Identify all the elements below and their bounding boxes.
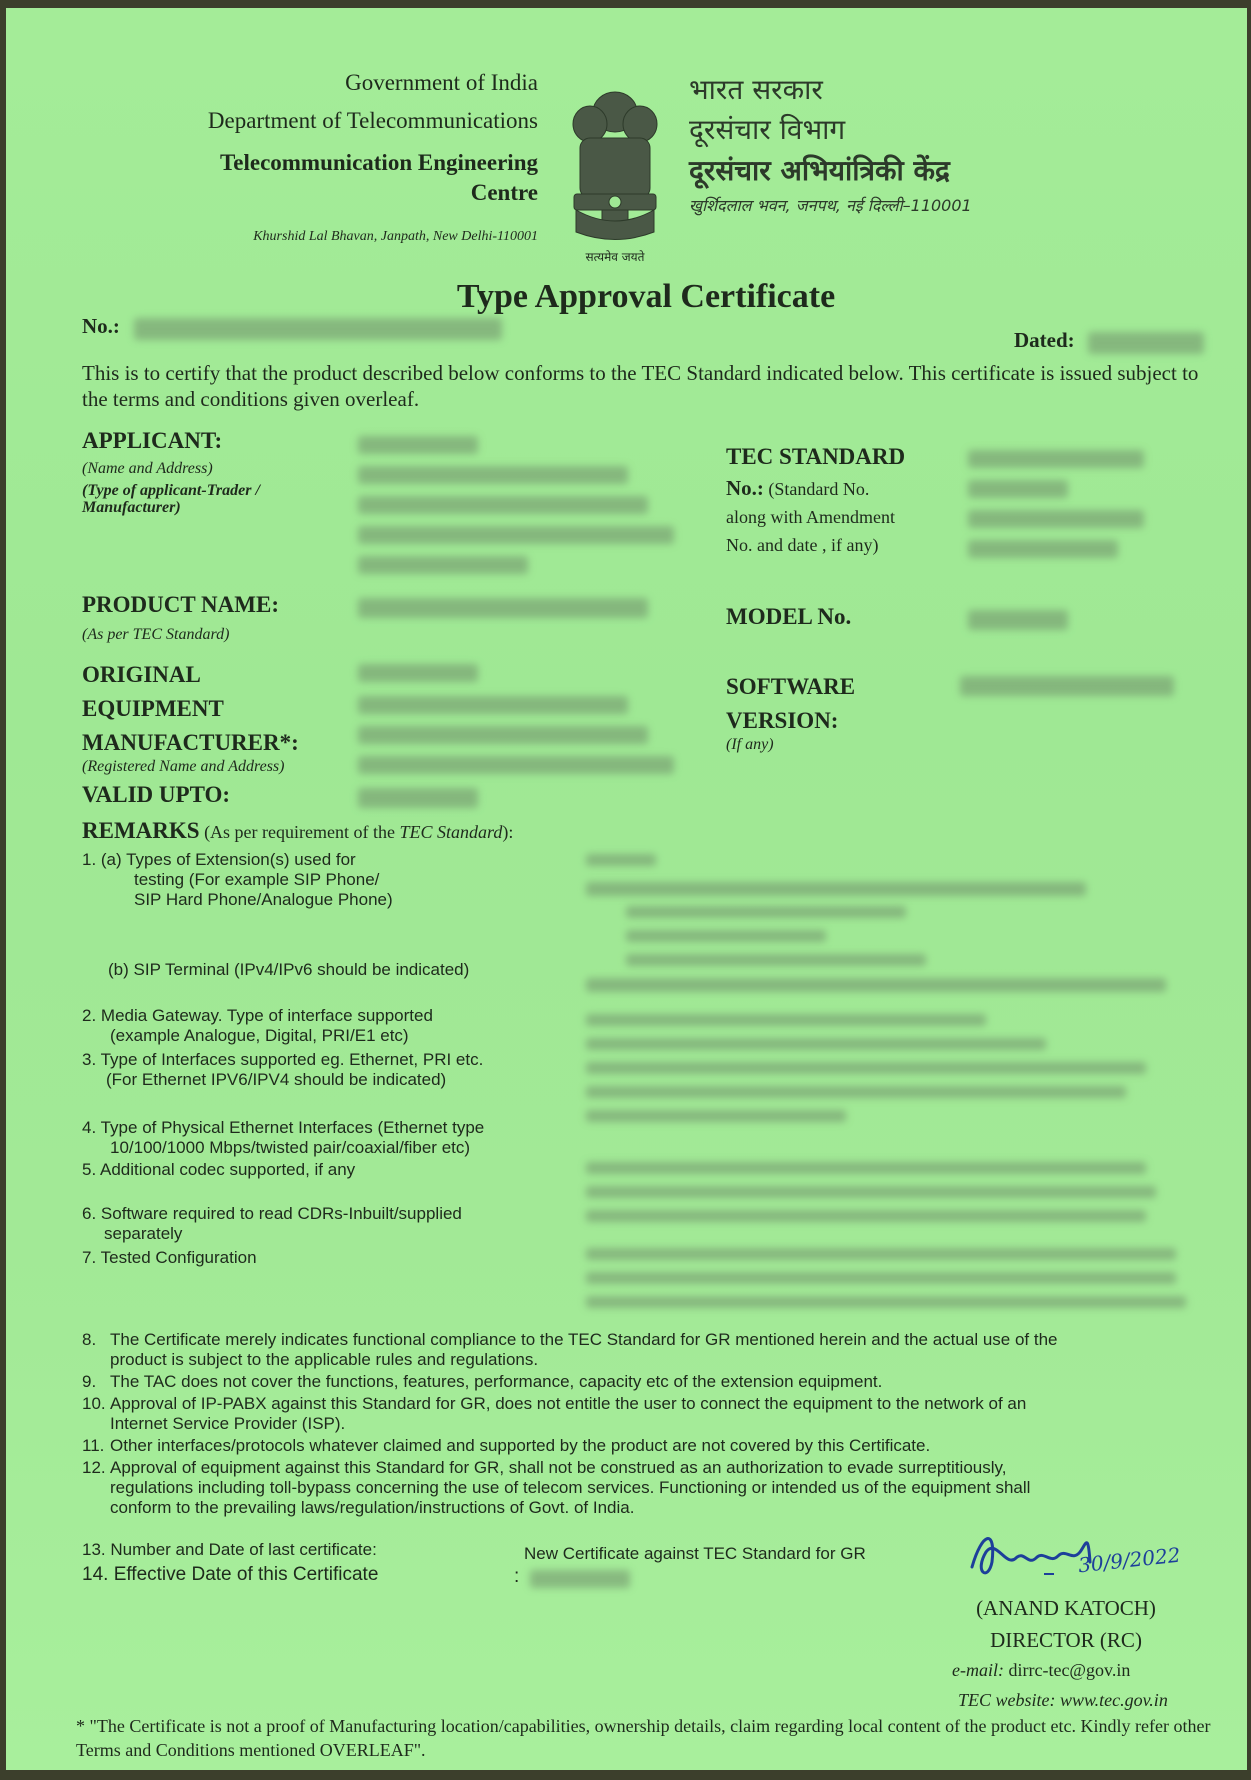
remark-3-line2: (For Ethernet IPV6/IPV4 should be indicated) <box>106 1070 447 1089</box>
effective-date-redacted <box>530 1570 630 1588</box>
term-9-line1: The TAC does not cover the functions, features, performance, capacity etc of the extension equipment. <box>110 1372 883 1391</box>
remarks-answers-redacted-12 <box>586 1162 1146 1174</box>
email-label: e-mail: <box>952 1660 1004 1680</box>
remark-1a <box>82 850 562 910</box>
remarks-heading-rest2: ): <box>502 822 514 842</box>
remark-4-line2: 10/100/1000 Mbps/twisted pair/coaxial/fiber etc) <box>110 1138 471 1157</box>
oem-redacted <box>358 664 478 682</box>
term-10-line1: Approval of IP-PABX against this Standard for GR, does not entitle the user to connect the equipment to the network of an <box>110 1394 1027 1413</box>
signatory-designation: DIRECTOR (RC) <box>990 1628 1142 1652</box>
oem-label-3: MANUFACTURER*: <box>82 730 299 755</box>
remark-6 <box>82 1204 562 1244</box>
signatory-block <box>946 1592 1186 1656</box>
address-en: Khurshid Lal Bhavan, Janpath, New Delhi-110001 <box>253 229 538 244</box>
remark-2-line1: Media Gateway. Type of interface supported <box>100 1006 433 1025</box>
remark-3 <box>82 1050 562 1090</box>
tec-en-1: Telecommunication Engineering <box>220 150 538 175</box>
certificate-title: Type Approval Certificate <box>456 278 836 315</box>
remarks-heading <box>82 818 513 844</box>
applicant-redacted-2 <box>358 466 628 484</box>
dept-hi: दूरसंचार विभाग <box>689 113 846 146</box>
remark-1a-line2: testing (For example SIP Phone/ <box>134 870 380 889</box>
tec-standard-redacted <box>968 450 1144 468</box>
website-line[interactable]: TEC website: www.tec.gov.in <box>958 1690 1168 1710</box>
certificate-no-label: No.: <box>82 314 120 338</box>
remark-3-num: 3. <box>82 1050 97 1069</box>
remark-1b <box>108 960 588 980</box>
remark-6-num: 6. <box>82 1204 97 1223</box>
oem-redacted-2 <box>358 696 628 714</box>
term-10 <box>82 1394 1212 1434</box>
remark-7 <box>82 1248 562 1268</box>
model-redacted <box>968 610 1068 630</box>
tec-standard-redacted-3 <box>968 510 1144 528</box>
tec-no-desc3: No. and date , if any) <box>726 535 879 555</box>
header-hindi <box>689 72 1089 216</box>
item-14-colon: : <box>514 1566 520 1587</box>
remark-1b-line1: SIP Terminal (IPv4/IPv6 should be indicated) <box>133 960 470 979</box>
remark-3-line1: Type of Interfaces supported eg. Ethernet, PRI etc. <box>100 1050 484 1069</box>
applicant-redacted-5 <box>358 556 528 574</box>
tec-standard-redacted-2 <box>968 480 1068 498</box>
remark-1a-line1: Types of Extension(s) used for <box>126 850 356 869</box>
remarks-answers-redacted-17 <box>586 1296 1186 1308</box>
applicant-redacted <box>358 436 478 454</box>
address-hi: खुर्शिदलाल भवन, जनपथ, नई दिल्ली–110001 <box>689 196 972 215</box>
remark-1a-num: 1. (a) <box>82 850 122 869</box>
tec-standard-label: TEC STANDARD <box>726 444 906 469</box>
email-address[interactable]: dirrc-tec@gov.in <box>1008 1660 1131 1680</box>
remarks-answers-redacted-8 <box>586 1038 1046 1050</box>
remarks-heading-bold: REMARKS <box>82 818 200 843</box>
term-9-num: 9. <box>82 1372 97 1391</box>
dated-label: Dated: <box>1014 328 1075 352</box>
remarks-answers-redacted-5 <box>626 954 926 966</box>
term-8 <box>82 1330 1212 1370</box>
software-label <box>726 670 855 738</box>
term-8-line2: product is subject to the applicable rules and regulations. <box>110 1350 539 1369</box>
tec-no-label: No.: <box>726 476 764 500</box>
term-8-num: 8. <box>82 1330 97 1349</box>
term-11 <box>82 1436 1212 1456</box>
remarks-answers-redacted-9 <box>586 1062 1146 1074</box>
intro-text: This is to certify that the product described below conforms to the TEC Standard indicated below. This certificate is issued subject to the terms and conditions given overleaf. <box>82 361 1199 411</box>
remark-1a-line3: SIP Hard Phone/Analogue Phone) <box>134 890 393 909</box>
email-line <box>952 1660 1130 1681</box>
term-11-line1: Other interfaces/protocols whatever claimed and supported by the product are not covered by this Certificate. <box>110 1436 931 1455</box>
remarks-heading-italic: TEC Standard <box>399 822 503 842</box>
term-8-line1: The Certificate merely indicates functional compliance to the TEC Standard for GR mentioned herein and the actual use of the <box>110 1330 1058 1349</box>
term-12-line1: Approval of equipment against this Standard for GR, shall not be construed as an authorization to evade surreptitiously, <box>110 1458 1007 1477</box>
term-12-line2: regulations including toll-bypass concerning the use of telecom services. Functioning or intended us of the equipment shall <box>110 1478 1031 1497</box>
signatory-name: (ANAND KATOCH) <box>976 1596 1156 1620</box>
dated-redacted <box>1088 332 1204 354</box>
remarks-answers-redacted-3 <box>626 906 906 918</box>
applicant-sub1: (Name and Address) <box>82 460 213 477</box>
remark-2 <box>82 1006 562 1046</box>
remarks-answers-redacted-16 <box>586 1272 1176 1284</box>
emblem-motto: सत्यमेव जयते <box>585 250 645 264</box>
term-12-line3: conform to the prevailing laws/regulation/instructions of Govt. of India. <box>110 1498 635 1517</box>
oem-label-1: ORIGINAL <box>82 662 201 687</box>
remark-5-num: 5. <box>82 1160 97 1179</box>
item-14-label: 14. Effective Date of this Certificate <box>82 1564 379 1585</box>
software-label-2: VERSION: <box>726 708 839 733</box>
remark-2-line2: (example Analogue, Digital, PRI/E1 etc) <box>110 1026 409 1045</box>
certificate-page <box>6 8 1247 1770</box>
remarks-answers-redacted-11 <box>586 1110 846 1122</box>
certificate-no-redacted <box>134 318 502 340</box>
term-10-num: 10. <box>82 1394 106 1413</box>
remarks-answers-redacted-14 <box>586 1210 1146 1222</box>
software-redacted <box>960 676 1174 696</box>
signature-date: 30/9/2022 <box>1077 1542 1182 1578</box>
applicant-redacted-4 <box>358 526 674 544</box>
oem-redacted-4 <box>358 756 674 774</box>
term-12-num: 12. <box>82 1458 106 1477</box>
tec-no-block <box>726 474 895 559</box>
remark-4-num: 4. <box>82 1118 97 1137</box>
product-redacted <box>358 598 648 618</box>
header-english <box>86 68 538 252</box>
valid-upto-redacted <box>358 788 478 808</box>
software-sub: (If any) <box>726 736 774 753</box>
oem-label <box>82 658 299 760</box>
remark-7-line1: Tested Configuration <box>100 1248 257 1267</box>
remarks-heading-rest1: (As per requirement of the <box>199 822 400 842</box>
applicant-sub2: (Type of applicant-Trader / Manufacturer) <box>82 482 260 516</box>
term-12 <box>82 1458 1212 1518</box>
remark-1b-num: (b) <box>108 960 129 979</box>
terms-list <box>82 1330 1212 1518</box>
gov-hi: भारत सरकार <box>689 73 823 106</box>
national-emblem-icon <box>562 82 668 252</box>
remark-5-line1: Additional codec supported, if any <box>99 1160 356 1179</box>
software-label-1: SOFTWARE <box>726 674 856 699</box>
remarks-answers-redacted-15 <box>586 1248 1176 1260</box>
remark-4 <box>82 1118 562 1158</box>
remark-5 <box>82 1160 562 1180</box>
tec-hi: दूरसंचार अभियांत्रिकी केंद्र <box>689 154 950 187</box>
valid-upto-label: VALID UPTO: <box>82 782 231 807</box>
gov-en: Government of India <box>345 70 538 95</box>
term-11-num: 11. <box>82 1436 105 1455</box>
remarks-answers-redacted-6 <box>586 978 1166 992</box>
term-9 <box>82 1372 1212 1392</box>
remark-4-line1: Type of Physical Ethernet Interfaces (Ethernet type <box>100 1118 485 1137</box>
remark-2-num: 2. <box>82 1006 97 1025</box>
oem-sub: (Registered Name and Address) <box>82 758 285 775</box>
remarks-answers-redacted-13 <box>586 1186 1156 1198</box>
remarks-answers-redacted-10 <box>586 1086 1126 1098</box>
remarks-answers-redacted-2 <box>586 882 1086 896</box>
remarks-answers-redacted-7 <box>586 1014 986 1026</box>
remark-6-line1: Software required to read CDRs-Inbuilt/supplied <box>100 1204 462 1223</box>
remark-7-num: 7. <box>82 1248 97 1267</box>
product-sub: (As per TEC Standard) <box>82 626 230 643</box>
national-emblem <box>562 82 668 272</box>
oem-label-2: EQUIPMENT <box>82 696 224 721</box>
term-10-line2: Internet Service Provider (ISP). <box>110 1414 346 1433</box>
remarks-answers-redacted-1 <box>586 854 656 866</box>
oem-redacted-3 <box>358 726 648 744</box>
tec-en-2: Centre <box>470 180 538 205</box>
footnote: * "The Certificate is not a proof of Manufacturing location/capabilities, ownership details, claim regarding local content of the product etc. Kindly refer other Terms and Conditions mentioned OVERLEAF". <box>76 1716 1211 1760</box>
applicant-label: APPLICANT: <box>82 428 223 453</box>
tec-no-desc2: along with Amendment <box>726 507 895 527</box>
dept-en: Department of Telecommunications <box>207 108 538 133</box>
remark-6-line2: separately <box>104 1224 183 1243</box>
model-label: MODEL No. <box>726 604 852 629</box>
item-13-label: 13. Number and Date of last certificate: <box>82 1540 377 1559</box>
applicant-redacted-3 <box>358 496 648 514</box>
item-13-value: New Certificate against TEC Standard for GR <box>524 1544 866 1563</box>
remarks-answers-redacted <box>586 854 1186 1314</box>
remarks-answers-redacted-4 <box>626 930 826 942</box>
tec-standard-redacted-4 <box>968 540 1118 558</box>
product-label: PRODUCT NAME: <box>82 592 279 617</box>
tec-no-desc1: (Standard No. <box>768 479 870 499</box>
